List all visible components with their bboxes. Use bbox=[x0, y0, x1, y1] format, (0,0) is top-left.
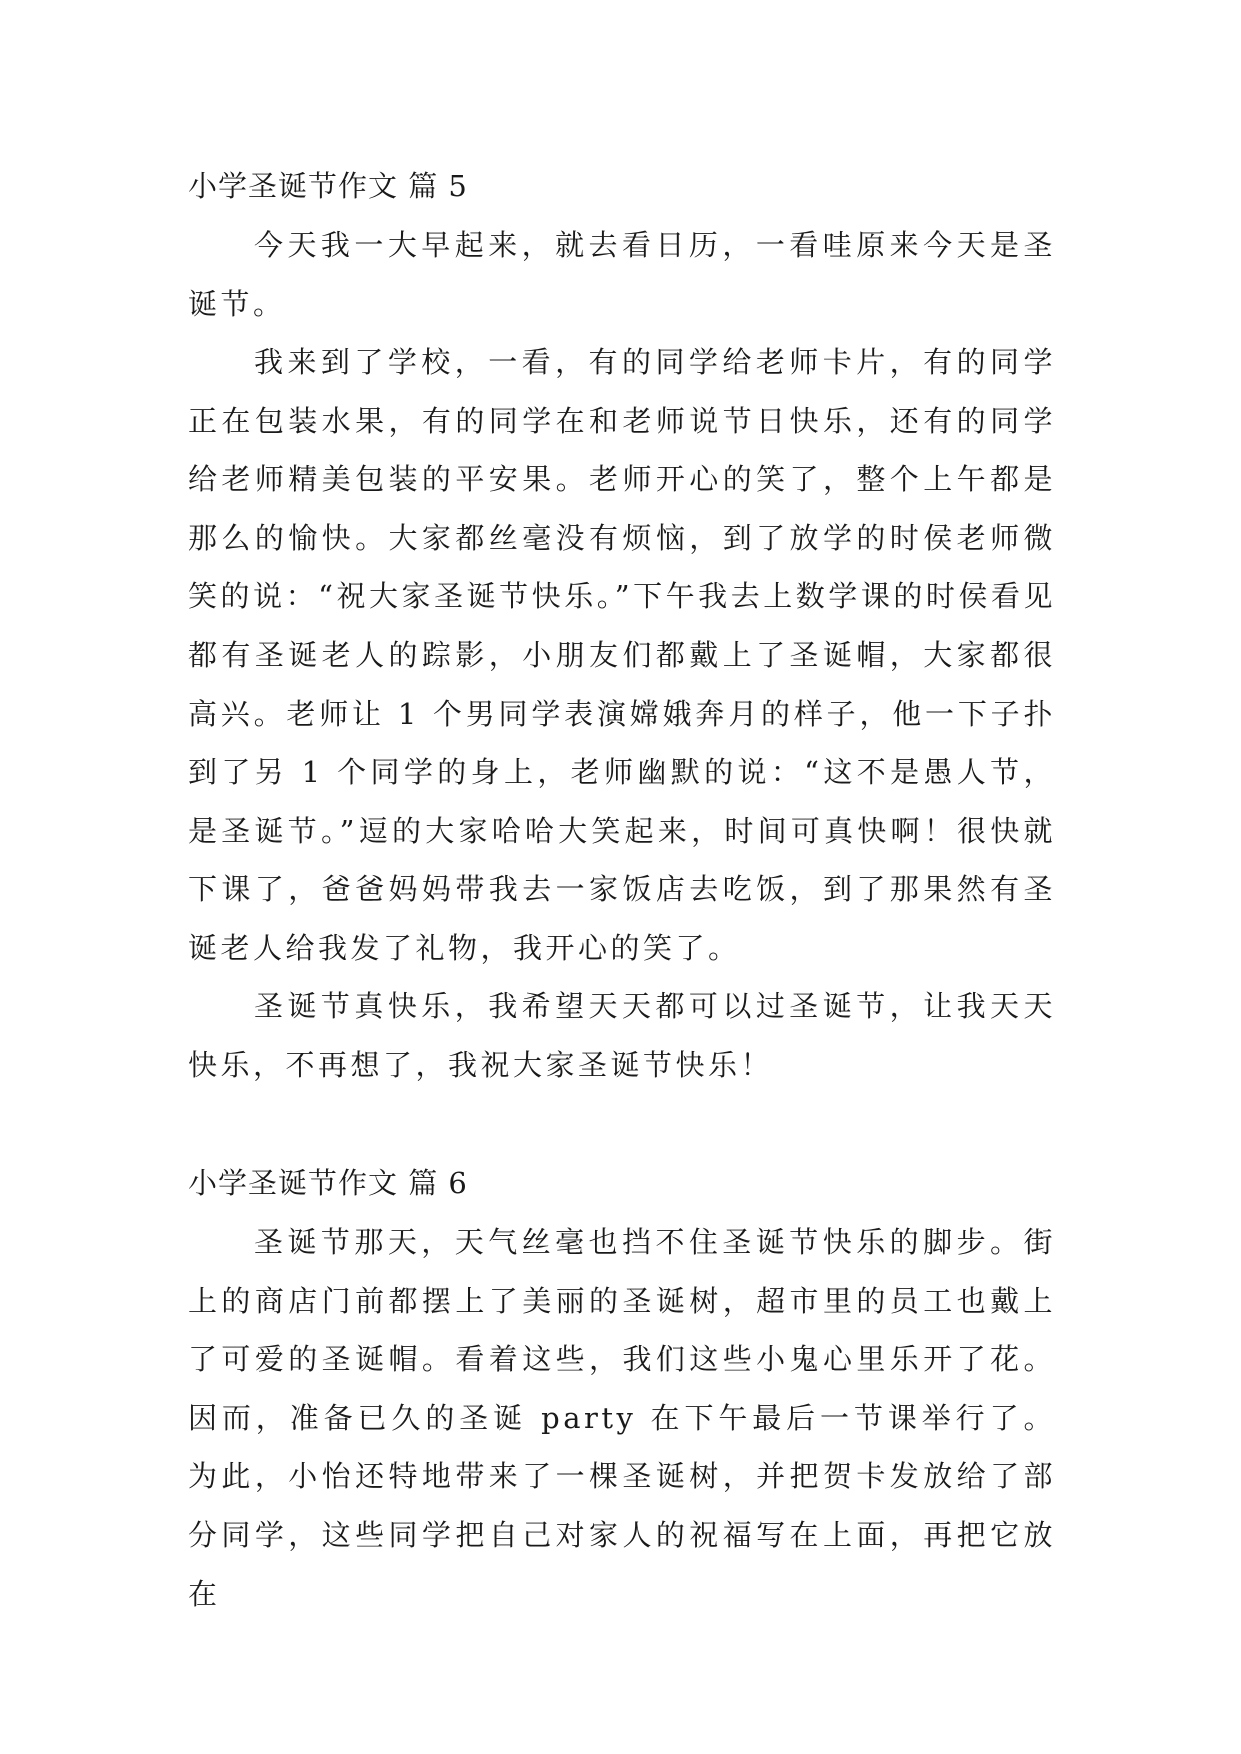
section-title: 小学圣诞节作文 篇 5 bbox=[188, 169, 468, 203]
paragraph: 我来到了学校，一看，有的同学给老师卡片，有的同学正在包装水果，有的同学在和老师说节日快乐，还有的同学给老师精美包装的平安果。老师开心的笑了，整个上午都是那么的愉快。大家都丝毫没有烦恼，到了放学的时侯老师微笑的说：“祝大家圣诞节快乐。”下午我去上数学课的时侯看见都有圣诞老人的踪影，小朋友们都戴上了圣诞帽，大家都很高兴。老师让 1 个男同学表演嫦娥奔月的样子，他一下子扑到了另 1 个同学的身上，老师幽默的说：“这不是愚人节，是圣诞节。”逗的大家哈哈大笑起来，时间可真快啊！很快就下课了，爸爸妈妈带我去一家饭店去吃饭，到了那果然有圣诞老人给我发了礼物，我开心的笑了。 bbox=[188, 345, 1056, 965]
paragraph: 今天我一大早起来，就去看日历，一看哇原来今天是圣诞节。 bbox=[188, 228, 1056, 321]
paragraph: 圣诞节真快乐，我希望天天都可以过圣诞节，让我天天快乐，不再想了，我祝大家圣诞节快乐！ bbox=[188, 989, 1056, 1082]
section-title: 小学圣诞节作文 篇 6 bbox=[188, 1166, 468, 1200]
paragraph: 圣诞节那天，天气丝毫也挡不住圣诞节快乐的脚步。街上的商店门前都摆上了美丽的圣诞树，超市里的员工也戴上了可爱的圣诞帽。看着这些，我们这些小鬼心里乐开了花。因而，准备已久的圣诞 party 在下午最后一节课举行了。为此，小怡还特地带来了一棵圣诞树，并把贺卡发放给了部分同学，这些同学把自己对家人的祝福写在上面，再把它放在 bbox=[188, 1225, 1056, 1611]
